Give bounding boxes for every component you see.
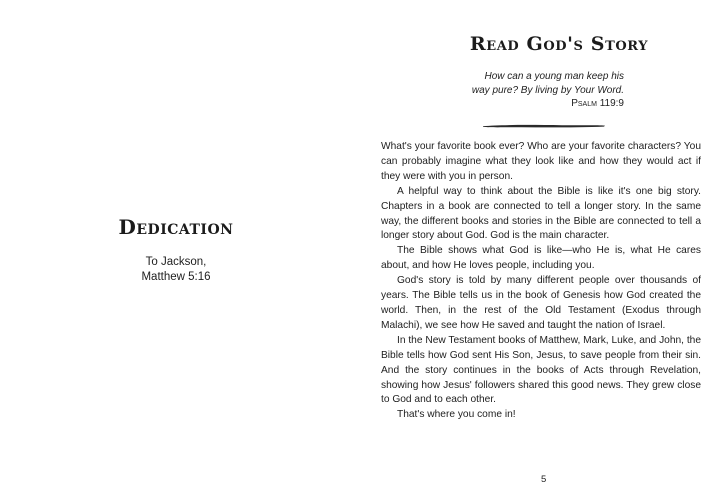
body-paragraph: That's where you come in! — [397, 409, 516, 421]
epigraph-reference: Psalm 119:9 — [571, 98, 624, 109]
chapter-heading: Read God's Story — [469, 33, 649, 55]
body-paragraph: A helpful way to think about the Bible is like it's one big story. Chapters in a book are connected to tell a longer story. In the same way, the different books and stories in the Bible are connected to tell a longer story about God. God is the main character. — [381, 185, 701, 242]
chapter-body — [381, 140, 701, 423]
body-paragraph: In the New Testament books of Matthew, Mark, Luke, and John, the Bible tells how God sent His Son, Jesus, to save people from their sin. And the story continues in the books of Acts through Revelation, showing how Jesus' followers shared this good news. They grew close to God and to each other. — [381, 334, 701, 406]
epigraph-line-2: way pure? By living by Your Word. — [471, 85, 624, 96]
body-paragraph: What's your favorite book ever? Who are your favorite characters? You can probably imagine what they look like and how they would act if they were with you in person. — [381, 141, 701, 182]
body-paragraph: The Bible shows what God is like—who He is, what He cares about, and how He loves people, including you. — [381, 245, 701, 272]
dedication-line-recipient: To Jackson, — [145, 256, 207, 268]
dedication-heading: Dedication — [118, 215, 234, 239]
page-number: 5 — [541, 474, 547, 485]
body-paragraph: God's story is told by many different people over thousands of years. The Bible tells us in the book of Genesis how God created the world. Then, in the rest of the Old Testament (Exodus through Malachi), we see how He saved and taught the nation of Israel. — [381, 275, 701, 331]
right-page — [360, 0, 720, 504]
epigraph-quote — [454, 70, 624, 98]
epigraph-line-1: How can a young man keep his — [484, 71, 624, 82]
dedication-line-verse: Matthew 5:16 — [141, 271, 211, 283]
brush-stroke-divider — [482, 123, 606, 129]
